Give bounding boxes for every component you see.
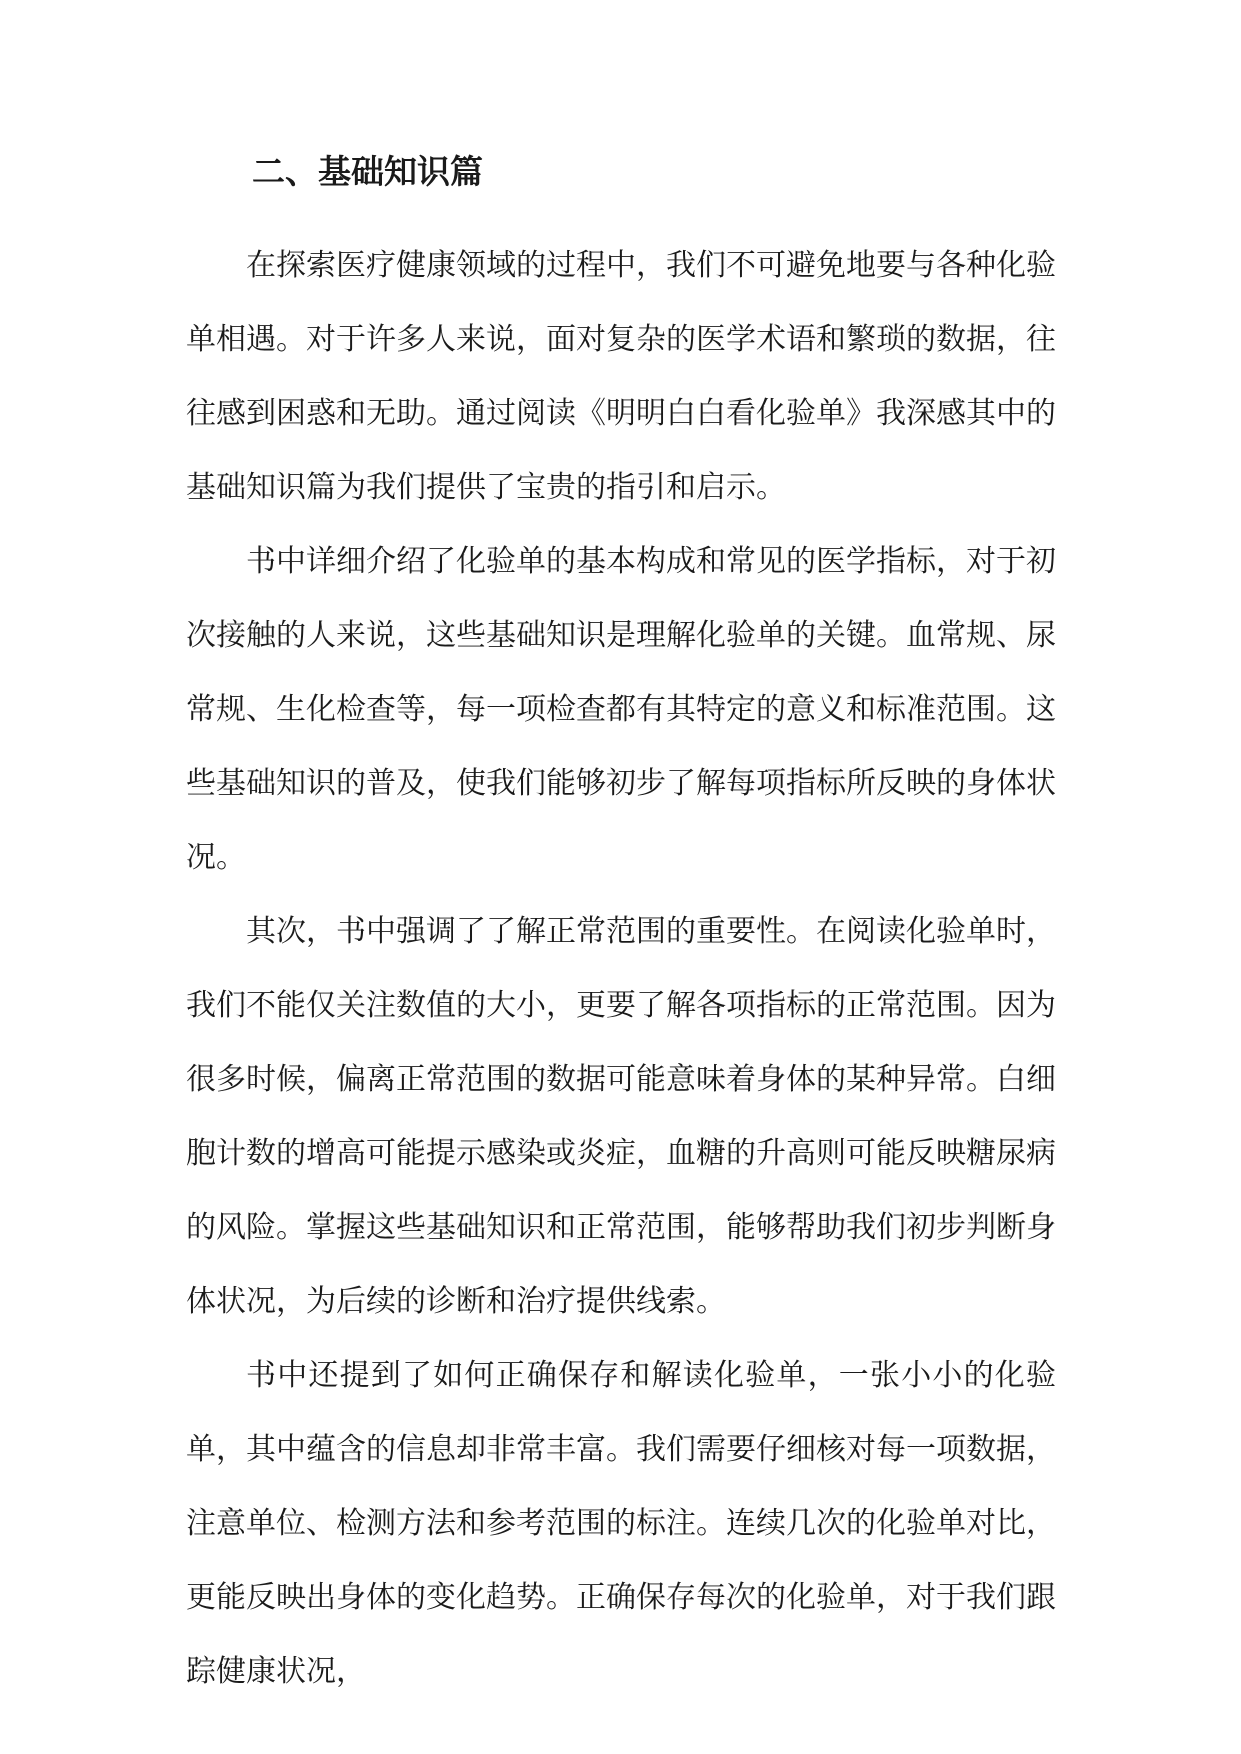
paragraph-1: 在探索医疗健康领域的过程中，我们不可避免地要与各种化验单相遇。对于许多人来说，面对复杂的医学术语和繁琐的数据，往往感到困惑和无助。通过阅读《明明白白看化验单》我深感其中的基础知识篇为我们提供了宝贵的指引和启示。 (186, 248, 1056, 505)
section-heading: 二、基础知识篇 (252, 152, 483, 191)
paragraph-4: 书中还提到了如何正确保存和解读化验单，一张小小的化验单，其中蕴含的信息却非常丰富。我们需要仔细核对每一项数据，注意单位、检测方法和参考范围的标注。连续几次的化验单对比，更能反映出身体的变化趋势。正确保存每次的化验单，对于我们跟踪健康状况， (186, 1358, 1056, 1689)
paragraph-3: 其次，书中强调了了解正常范围的重要性。在阅读化验单时，我们不能仅关注数值的大小，更要了解各项指标的正常范围。因为很多时候，偏离正常范围的数据可能意味着身体的某种异常。白细胞计数的增高可能提示感染或炎症，血糖的升高则可能反映糖尿病的风险。掌握这些基础知识和正常范围，能够帮助我们初步判断身体状况，为后续的诊断和治疗提供线索。 (186, 914, 1056, 1319)
body-text (186, 229, 1056, 1709)
paragraph-2: 书中详细介绍了化验单的基本构成和常见的医学指标，对于初次接触的人来说，这些基础知识是理解化验单的关键。血常规、尿常规、生化检查等，每一项检查都有其特定的意义和标准范围。这些基础知识的普及，使我们能够初步了解每项指标所反映的身体状况。 (186, 544, 1056, 875)
